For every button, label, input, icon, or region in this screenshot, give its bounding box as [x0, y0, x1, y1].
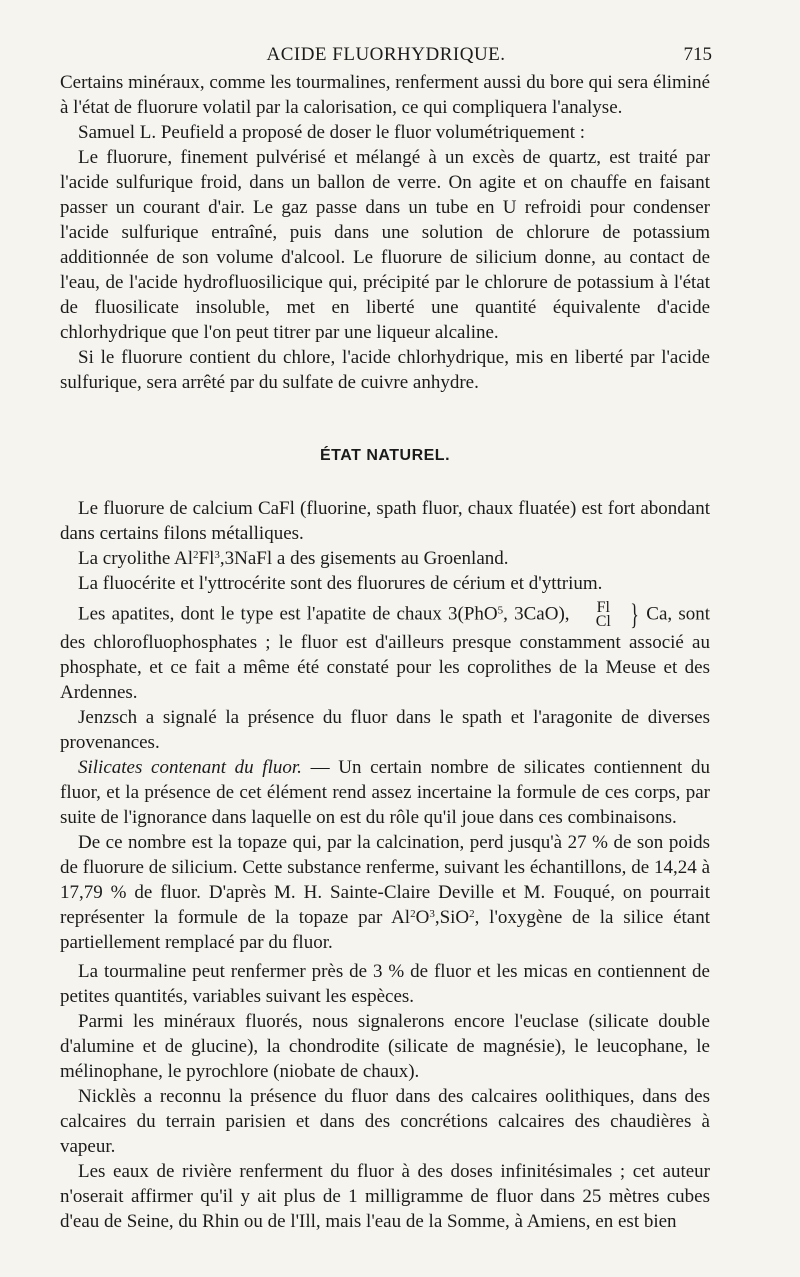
running-header: [60, 44, 712, 70]
formula-brace: Fl Cl: [595, 599, 611, 630]
brace-icon: }: [630, 598, 639, 631]
page-number: 715: [683, 44, 712, 65]
paragraph-apatite: Les apatites, dont le type est l'apatite de chaux 3(PhO$^5$, 3CaO), Fl Cl } Ca, sont des chlorofluophosphates ; le fluor est d'ailleurs presque constamment associé au phosphate, et ce fait a même été constaté pour les coprolithes de la Meuse et des Ardennes.: [60, 598, 711, 703]
paragraph-silicates: Silicates contenant du fluor. — Un certain nombre de silicates contiennent du fluor, et la présence de cet élément rend assez incertaine la formule de ces corps, par suite de l'ignorance dans laquelle on est du rôle qu'il joue dans ces combinaisons.: [60, 757, 711, 828]
paragraph: Le fluorure de calcium CaFl (fluorine, spath fluor, chaux fluatée) est fort abondant dans certains filons métalliques.: [60, 498, 710, 544]
paragraph: Si le fluorure contient du chlore, l'acide chlorhydrique, mis en liberté par l'acide sulfurique, sera arrêté par du sulfate de cuivre anhydre.: [60, 347, 710, 393]
paragraph: La tourmaline peut renfermer près de 3 % de fluor et les micas en contiennent de petites quantités, variables suivant les espèces.: [60, 961, 710, 1007]
paragraph: Parmi les minéraux fluorés, nous signalerons encore l'euclase (silicate double d'alumine et de glucine), la chondrodite (silicate de magnésie), le leucophane, le mélinophane, le pyrochlore (niobate de chaux).: [60, 1011, 710, 1082]
paragraph: Jenzsch a signalé la présence du fluor dans le spath et l'aragonite de diverses provenances.: [60, 707, 710, 753]
paragraph-topaze: De ce nombre est la topaze qui, par la calcination, perd jusqu'à 27 % de son poids de fluorure de silicium. Cette substance renferme, suivant les échantillons, de 14,24 à 17,79 % de fluor. D'après M. H. Sainte-Claire Deville et M. Fouqué, on pourrait représenter la formule de la topaze par $Al^2O^3,SiO^2$, l'oxygène de la silice étant partiellement remplacé par du fluor.: [60, 832, 711, 953]
paragraph: Samuel L. Peufield a proposé de doser le fluor volumétriquement :: [78, 122, 586, 143]
paragraph: Certains minéraux, comme les tourmalines, renferment aussi du bore qui sera éliminé à l'état de fluorure volatil par la calorisation, ce qui compliquera l'analyse.: [60, 72, 710, 118]
section-heading: ÉTAT NATUREL.: [319, 447, 451, 464]
body-text: [60, 70, 710, 1234]
running-title: ACIDE FLUORHYDRIQUE.: [266, 44, 506, 65]
paragraph: Les eaux de rivière renferment du fluor à des doses infinitésimales ; cet auteur n'oserait affirmer qu'il y ait plus de 1 milligramme de fluor dans 25 mètres cubes d'eau de Seine, du Rhin ou de l'Ill, mais l'eau de la Somme, à Amiens, en est bien: [60, 1161, 710, 1232]
paragraph: La fluocérite et l'yttrocérite sont des fluorures de cérium et d'yttrium.: [78, 573, 603, 594]
paragraph: Nicklès a reconnu la présence du fluor dans des calcaires oolithiques, dans des calcaires du terrain parisien et dans des concrétions calcaires des chaudières à vapeur.: [60, 1086, 710, 1157]
paragraph-cryolithe: La cryolithe Al$^2$Fl$^3$,3NaFl a des gisements au Groenland.: [78, 548, 509, 569]
paragraph: Le fluorure, finement pulvérisé et mélangé à un excès de quartz, est traité par l'acide sulfurique froid, dans un ballon de verre. On agite et on chauffe en faisant passer un courant d'air. Le gaz passe dans un tube en U refroidi pour condenser l'acide sulfurique entraîné, puis dans une solution de chlorure de potassium additionnée de son volume d'alcool. Le fluorure de silicium donne, au contact de l'eau, de l'acide hydrofluosilicique qui, précipité par le chlorure de potassium à l'état de fluosilicate insoluble, met en liberté une quantité équivalente d'acide chlorhydrique que l'on peut titrer par une liqueur alcaline.: [60, 147, 710, 343]
